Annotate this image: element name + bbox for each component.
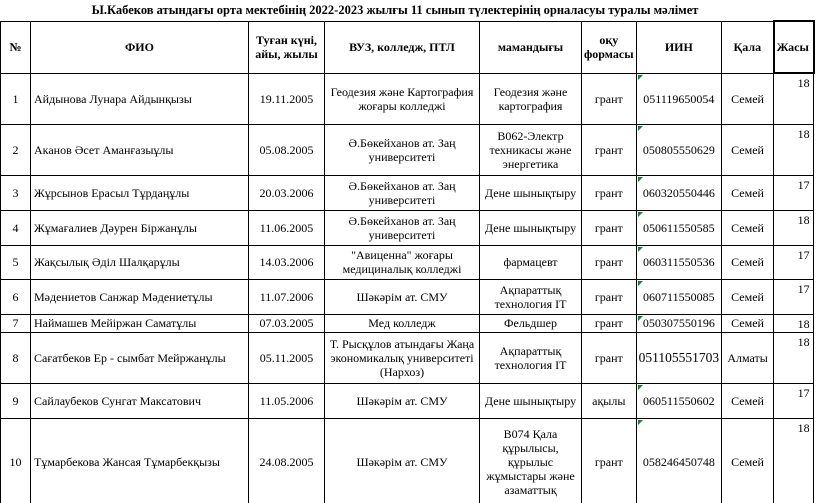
cell-specialty[interactable]: Дене шынықтыру [480, 383, 582, 418]
cell-iin[interactable] [636, 279, 722, 314]
cell-num[interactable]: 5 [1, 245, 31, 279]
table-row [1, 73, 814, 124]
cell-num[interactable]: 9 [1, 383, 31, 418]
cell-birth[interactable]: 07.03.2005 [249, 314, 325, 332]
cell-institution[interactable]: Ә.Бөкейханов ат. Заң университеті [325, 210, 480, 245]
number-as-text-marker-icon [638, 281, 643, 286]
header-form[interactable]: оқу формасы [582, 21, 637, 73]
table-row [1, 245, 814, 279]
table-row [1, 332, 814, 383]
cell-specialty[interactable]: фармацевт [480, 245, 582, 279]
cell-birth[interactable]: 19.11.2005 [249, 73, 325, 124]
cell-iin[interactable] [636, 124, 722, 175]
iin-value: 060511550602 [643, 393, 715, 408]
cell-form[interactable]: ақылы [582, 383, 637, 418]
cell-birth[interactable]: 11.07.2006 [249, 279, 325, 314]
cell-city[interactable]: Семей [722, 383, 774, 418]
cell-birth[interactable]: 14.03.2006 [249, 245, 325, 279]
age-value: 17 [797, 385, 810, 400]
iin-value: 051119650054 [643, 91, 715, 106]
header-num[interactable]: № [1, 21, 31, 73]
cell-iin[interactable] [636, 418, 722, 503]
cell-specialty[interactable]: Дене шынықтыру [480, 175, 582, 210]
number-as-text-marker-icon [638, 316, 643, 321]
cell-num[interactable]: 7 [1, 314, 31, 332]
cell-name[interactable]: Сайлаубеков Сунгат Максатович [31, 383, 249, 418]
cell-birth[interactable]: 11.06.2005 [249, 210, 325, 245]
cell-institution[interactable]: "Авиценна" жоғары медициналық колледжі [325, 245, 480, 279]
cell-city[interactable]: Семей [722, 175, 774, 210]
header-birth[interactable]: Туған күні, айы, жылы [249, 21, 325, 73]
cell-specialty[interactable]: В062-Электр техникасы және энергетика [480, 124, 582, 175]
cell-name[interactable]: Жұмағалиев Дәурен Біржанұлы [31, 210, 249, 245]
age-value: 17 [797, 177, 810, 192]
number-as-text-marker-icon [638, 385, 643, 390]
iin-value: 058246450748 [642, 455, 715, 469]
number-as-text-marker-icon [638, 177, 643, 182]
cell-birth[interactable]: 05.08.2005 [249, 124, 325, 175]
age-value: 18 [797, 334, 810, 349]
cell-birth[interactable]: 11.05.2006 [249, 383, 325, 418]
sheet-title: Ы.Кабеков атындағы орта мектебінің 2022-2023 жылғы 11 сынып түлектерінің орналасуы туралы мәлімет [91, 3, 699, 17]
number-as-text-marker-icon [638, 126, 643, 131]
cell-iin[interactable] [636, 314, 722, 332]
table-row [1, 210, 814, 245]
title-row [0, 0, 829, 20]
age-value: 18 [797, 316, 810, 331]
cell-institution[interactable]: Геодезия және Картография жоғары колледжі [325, 73, 480, 124]
cell-iin[interactable] [636, 332, 722, 383]
header-specialty[interactable]: мамандығы [480, 21, 582, 73]
cell-num[interactable]: 6 [1, 279, 31, 314]
cell-iin[interactable] [636, 175, 722, 210]
cell-form[interactable]: грант [582, 175, 637, 210]
iin-value: 050611550585 [643, 220, 715, 235]
cell-institution[interactable]: Мед колледж [325, 314, 480, 332]
cell-specialty[interactable]: Ақпараттық технология IT [480, 279, 582, 314]
cell-institution[interactable]: Шәкәрім ат. СМУ [325, 279, 480, 314]
sheet-right-margin [822, 0, 829, 503]
header-name[interactable]: ФИО [31, 21, 249, 73]
cell-institution[interactable]: Т. Рысқұлов атындағы Жаңа экономикалық университеті (Нархоз) [325, 332, 480, 383]
cell-name[interactable]: Жақсылық Әділ Шалқарұлы [31, 245, 249, 279]
cell-num[interactable]: 4 [1, 210, 31, 245]
cell-age[interactable] [774, 332, 814, 383]
header-city[interactable]: Қала [722, 21, 774, 73]
table-row [1, 279, 814, 314]
iin-value: 060311550536 [643, 255, 715, 269]
cell-age[interactable] [774, 279, 814, 314]
cell-form[interactable]: грант [582, 124, 637, 175]
cell-iin[interactable] [636, 383, 722, 418]
cell-name[interactable]: Жұрсынов Ерасыл Тұрдаңұлы [31, 175, 249, 210]
age-value: 18 [797, 212, 810, 227]
cell-age[interactable] [774, 210, 814, 245]
cell-age[interactable] [774, 124, 814, 175]
cell-name[interactable]: Мәдениетов Санжар Мәдениетұлы [31, 279, 249, 314]
cell-iin[interactable] [636, 73, 722, 124]
cell-name[interactable]: Айдынова Лунара Айдынқызы [31, 73, 249, 124]
age-value: 17 [797, 281, 810, 296]
cell-name[interactable]: Сағатбеков Ер - сымбат Мейржанұлы [31, 332, 249, 383]
cell-num[interactable]: 3 [1, 175, 31, 210]
graduates-table [0, 20, 815, 503]
cell-city[interactable]: Семей [722, 124, 774, 175]
cell-city[interactable]: Семей [722, 418, 774, 503]
age-value: 17 [797, 247, 810, 262]
number-as-text-marker-icon [638, 212, 643, 217]
cell-age[interactable] [774, 175, 814, 210]
number-as-text-marker-icon [638, 420, 643, 425]
age-value: 18 [797, 126, 810, 141]
cell-specialty[interactable]: В074 Қала құрылысы, құрылыс жұмыстары және азаматтық [480, 418, 582, 503]
cell-age[interactable] [774, 383, 814, 418]
cell-specialty[interactable]: Ақпараттық технология IT [480, 332, 582, 383]
number-as-text-marker-icon [638, 75, 643, 80]
header-institution[interactable]: ВУЗ, колледж, ПТЛ [325, 21, 480, 73]
cell-birth[interactable]: 24.08.2005 [249, 418, 325, 503]
cell-name[interactable]: Тұмарбекова Жансая Тұмарбекқызы [31, 418, 249, 503]
age-value: 18 [797, 420, 810, 435]
cell-city[interactable]: Семей [722, 245, 774, 279]
table-row [1, 175, 814, 210]
cell-institution[interactable]: Шәкәрім ат. СМУ [325, 418, 480, 503]
cell-institution[interactable]: Шәкәрім ат. СМУ [325, 383, 480, 418]
cell-form[interactable]: грант [582, 279, 637, 314]
cell-age[interactable] [774, 245, 814, 279]
cell-birth[interactable]: 20.03.2006 [249, 175, 325, 210]
cell-form[interactable]: грант [582, 73, 637, 124]
cell-num[interactable]: 8 [1, 332, 31, 383]
cell-city[interactable]: Семей [722, 73, 774, 124]
cell-city[interactable]: Семей [722, 279, 774, 314]
cell-city[interactable]: Семей [722, 314, 774, 332]
iin-value: 050805550629 [642, 142, 715, 157]
iin-value: 060320550446 [642, 185, 715, 200]
cell-city[interactable]: Семей [722, 210, 774, 245]
cell-age[interactable] [774, 314, 814, 332]
cell-iin[interactable] [636, 210, 722, 245]
cell-form[interactable]: грант [582, 332, 637, 383]
iin-value: 051105551703 [638, 349, 720, 365]
table-row [1, 124, 814, 175]
table-row [1, 314, 814, 332]
table-row [1, 418, 814, 503]
header-row [1, 21, 814, 73]
cell-specialty[interactable]: Геодезия және картография [480, 73, 582, 124]
header-age[interactable]: Жасы [774, 21, 814, 73]
cell-specialty[interactable]: Дене шынықтыру [480, 210, 582, 245]
iin-value: 050307550196 [642, 316, 715, 330]
cell-institution[interactable]: Ә.Бөкейханов ат. Заң университеті [325, 124, 480, 175]
cell-num[interactable]: 1 [1, 73, 31, 124]
cell-age[interactable] [774, 418, 814, 503]
cell-city[interactable]: Алматы [722, 332, 774, 383]
header-iin[interactable]: ИИН [636, 21, 722, 73]
cell-age[interactable] [774, 73, 814, 124]
number-as-text-marker-icon [638, 247, 643, 252]
cell-form[interactable]: грант [582, 210, 637, 245]
cell-num[interactable]: 2 [1, 124, 31, 175]
cell-form[interactable]: грант [582, 245, 637, 279]
cell-form[interactable]: грант [582, 418, 637, 503]
cell-name[interactable]: Аканов Әсет Аманғазыұлы [31, 124, 249, 175]
age-value: 18 [797, 76, 810, 90]
cell-iin[interactable] [636, 245, 722, 279]
cell-institution[interactable]: Ә.Бөкейханов ат. Заң университеті [325, 175, 480, 210]
cell-form[interactable]: грант [582, 314, 637, 332]
cell-birth[interactable]: 05.11.2005 [249, 332, 325, 383]
cell-num[interactable]: 10 [1, 418, 31, 503]
iin-value: 060711550085 [643, 289, 715, 304]
cell-name[interactable]: Наймашев Мейіржан Саматұлы [31, 314, 249, 332]
table-row [1, 383, 814, 418]
cell-specialty[interactable]: Фельдшер [480, 314, 582, 332]
